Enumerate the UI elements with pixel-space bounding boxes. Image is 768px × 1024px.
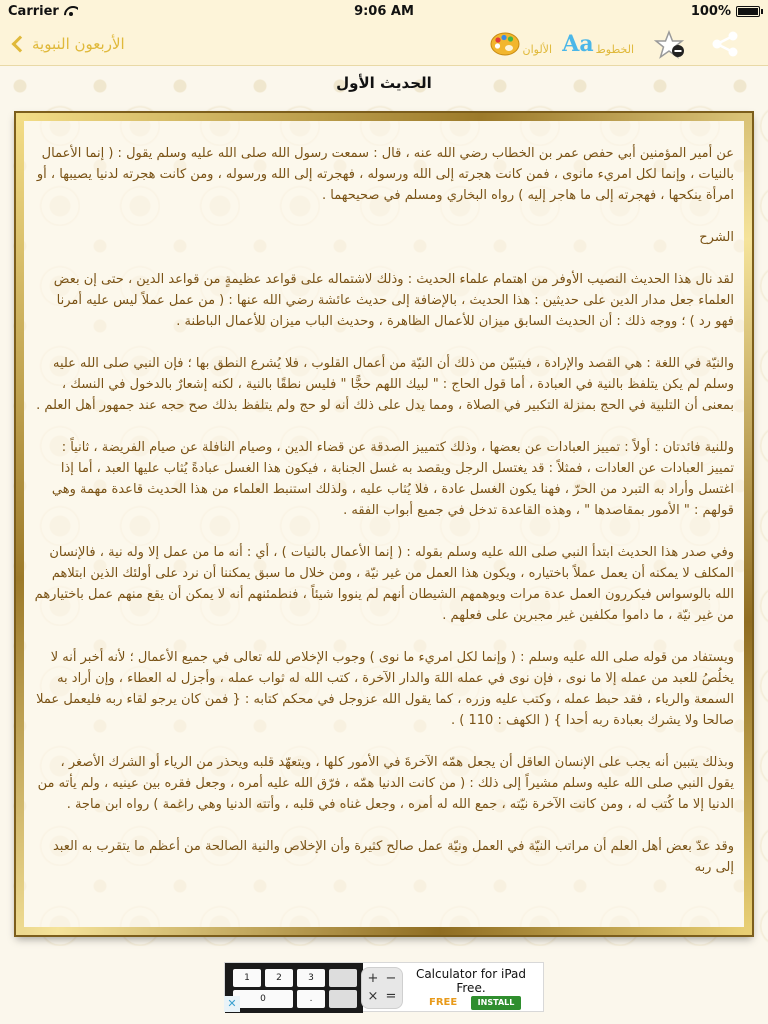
favorite-remove-icon[interactable] <box>654 30 686 60</box>
ad-key: 3 <box>297 969 325 987</box>
colors-button[interactable] <box>489 28 553 60</box>
fonts-label: الخطوط <box>595 42 634 56</box>
ad-keypad-image <box>225 963 363 1013</box>
chevron-left-icon <box>12 36 29 53</box>
palette-icon <box>489 31 521 57</box>
battery-percent: 100% <box>690 4 731 19</box>
status-time: 9:06 AM <box>354 4 414 19</box>
ad-key: 0 <box>233 990 293 1008</box>
ad-key: 1 <box>233 969 261 987</box>
ad-key: 2 <box>265 969 293 987</box>
ad-close-icon[interactable]: ✕ <box>224 996 240 1012</box>
page-title: الحديث الأول <box>336 74 432 92</box>
paragraph: ويستفاد من قوله صلى الله عليه وسلم : ( وإنما لكل امريء ما نوى ) وجوب الإخلاص لله تعالى في جميع الأعمال ؛ لأنه أخبر أنه لا يخلُصُ للعبد من عمله إلا ما نوى ، فإن نوى في عمله اللهَ والدار الآخرة ، كتب الله له ثواب عمله ، وأجزل له العطاء ، وإن أراد به السمعة والرياء ، فقد حبط عمله ، وكتب عليه وزره ، كما يقول الله عزوجل في محكم كتابه : { فمن كان يرجو لقاء ربه فليعمل عملا صالحا ولا يشرك بعبادة ربه أحدا } ( الكهف : 110 ) . <box>36 650 734 728</box>
paragraph: والنيّة في اللغة : هي القصد والإرادة ، فيتبيّن من ذلك أن النيّة من أعمال القلوب ، فلا يُشرع النطق بها ؛ فإن النبي صلى الله عليه وسلم لم يكن يتلفظ بالنية في العبادة ، أما قول الحاج : " لبيك اللهم حجًّا " فليس نطقًا بالنية ، لكنه إشعارٌ بالدخول في النسك ، بمعنى أن التلبية في الحج بمنزلة التكبير في الصلاة ، ومما يدل على ذلك أنه لو حج ولم يتلفظ بذلك صح حجه عند جمهور أهل العلم . <box>36 356 734 413</box>
fonts-button[interactable] <box>562 28 634 60</box>
status-right <box>691 4 760 19</box>
status-bar <box>0 0 768 22</box>
paragraph: وبذلك يتبين أنه يجب على الإنسان العاقل أن يجعل همّه الآخرةَ في الأمور كلها ، ويتعهّد قلبه ويحذر من الرياء أو الشرك الأصغر ، يقول النبي صلى الله عليه وسلم مشيراً إلى ذلك : ( من كانت الدنيا همّه ، فرّق الله عليه أمره ، وجعل فقره بين عينيه ، ولم يأته من الدنيا إلا ما كُتب له ، ومن كانت الآخرة نيّته ، جمع الله له أمره ، وجعل غناه في قلبه ، وأتته الدنيا وهي راغمة ) رواه ابن ماجة . <box>37 755 734 812</box>
back-button-label: الأربعون النبوية <box>32 35 125 53</box>
back-button[interactable] <box>8 31 125 57</box>
ad-key <box>329 969 357 987</box>
ad-key <box>329 990 357 1008</box>
battery-fill <box>738 8 758 15</box>
colors-label: الألوان <box>522 42 552 56</box>
paragraph: وفي صدر هذا الحديث ابتدأ النبي صلى الله عليه وسلم بقوله : ( إنما الأعمال بالنيات ) ، أي : أنه ما من عمل إلا وله نية ، فالإنسان المكلف لا يمكنه أن يعمل عملاً باختياره ، ويكون هذا العمل من غير نيّة ، ومن خلال ما سبق يمكننا أن نرد على أولئك الذين ابتلاهم الله بالوسواس فيكررون العمل عدة مرات ويوهمهم الشيطان أنهم لم ينووا شيئاً ، فنطمئنهم أنه لا يمكن أن يقع منهم عمل باختيارهم من غير نيّة ، ما داموا مكلفين غير مجبرين على فعلهم . <box>34 545 734 623</box>
carrier-label: Carrier <box>8 4 59 19</box>
share-icon[interactable] <box>710 31 740 57</box>
aa-icon: Aa <box>562 31 594 57</box>
navigation-bar <box>0 22 768 66</box>
hadith-text-area[interactable] <box>34 143 734 921</box>
ad-title: Calculator for iPad Free. <box>415 967 527 995</box>
gold-frame <box>16 113 752 935</box>
ad-install-button[interactable]: INSTALL <box>471 996 521 1010</box>
paragraph: لقد نال هذا الحديث النصيب الأوفر من اهتمام علماء الحديث : وذلك لاشتماله على قواعد عظيمةٍ من قواعد الدين ، حتى إن بعض العلماء جعل مدار الدين على حديثين : هذا الحديث ، بالإضافة إلى حديث عائشة رضي الله عنها : ( من عمل عملاً ليس عليه أمرنا فهو رد ) ؛ ووجه ذلك : أن الحديث السابق ميزان للأعمال الظاهرة ، وحديث الباب ميزان للأعمال الباطنة . <box>53 272 734 329</box>
ad-free-label: FREE <box>429 997 458 1008</box>
paragraph: وللنية فائدتان : أولاً : تمييز العبادات عن بعضها ، وذلك كتمييز الصدقة عن قضاء الدين ، وصيام النافلة عن صيام الفريضة ، ثانياً : تمييز العبادات عن العادات ، فمثلاً : قد يغتسل الرجل ويقصد به غسل الجنابة ، فيكون هذا الغسل عبادةً يُثاب عليها العبد ، أما إذا اغتسل وأراد به التبرد من الحرّ ، فهنا يكون الغسل عادة ، فلا يُثاب عليه ، ولذلك استنبط العلماء من هذا الحديث قاعدة مهمة وهي قولهم : " الأمور بمقاصدها " ، وهذه القاعدة تدخل في جميع أبواب الفقه . <box>51 440 734 518</box>
battery-icon <box>736 6 760 17</box>
paragraph-hadith: عن أمير المؤمنين أبي حفص عمر بن الخطاب رضي الله عنه ، قال : سمعت رسول الله صلى الله عليه وسلم يقول : ( إنما الأعمال بالنيات ، وإنما لكل امريء مانوى ، فمن كانت هجرته إلى الله ورسوله ، فهجرته إلى الله ورسوله ، ومن كانت هجرته لدنيا يصيبها ، أو امرأة ينكحها ، فهجرته إلى ما هاجر إليه ) رواه البخاري ومسلم في صحيحهما . <box>36 146 734 203</box>
paragraph-heading-sharh: الشرح <box>699 230 734 245</box>
calculator-app-icon: + − × = <box>361 967 403 1009</box>
paragraph-cut-off: وقد عدّ بعض أهل العلم أن مراتب النيّة في العمل ونيّة عمل صالح كثيرة وأن الإخلاص والنية الصالحة من أعظم ما يتقرب به العبد إلى ربه <box>52 839 734 875</box>
ad-key: . <box>297 990 325 1008</box>
ad-banner[interactable] <box>224 962 544 1012</box>
